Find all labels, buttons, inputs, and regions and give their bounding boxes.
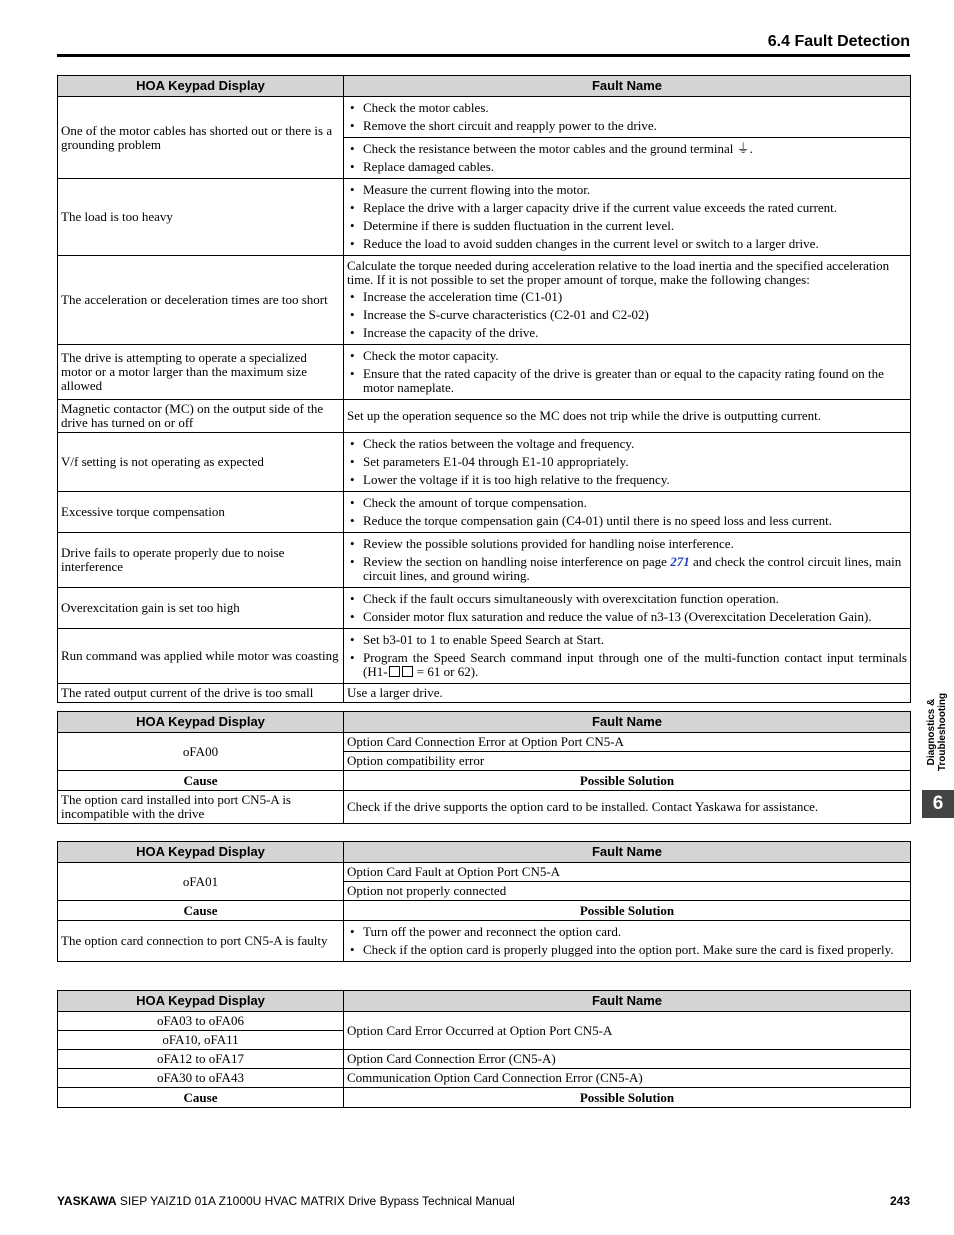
footer-manual-title	[57, 1194, 515, 1208]
fault-table-ofa00	[57, 711, 911, 824]
table-row	[58, 588, 911, 629]
table-row	[58, 179, 911, 256]
solution-header: Possible Solution	[344, 901, 911, 921]
fault-name: Communication Option Card Connection Error (CN5-A)	[344, 1069, 911, 1088]
solution-item: • Check the motor cables.	[363, 99, 907, 117]
table-row	[58, 400, 911, 433]
solution-item	[363, 649, 907, 681]
solution-item-text: Program the Speed Search command input through one of the multi-function contact input terminals (H1-	[363, 650, 907, 679]
solution-item: • Determine if there is sudden fluctuation in the current level.	[363, 217, 907, 235]
col-header-hoa: HOA Keypad Display	[58, 712, 344, 733]
col-header-hoa: HOA Keypad Display	[58, 76, 344, 97]
col-header-fault-name: Fault Name	[344, 712, 911, 733]
fault-code: oFA00	[58, 733, 344, 771]
solution-cell	[344, 345, 911, 400]
fault-table-ofa01	[57, 841, 911, 962]
solution-cell	[344, 97, 911, 179]
cause-cell: The load is too heavy	[58, 179, 344, 256]
fault-code: oFA01	[58, 863, 344, 901]
cause-header: Cause	[58, 771, 344, 791]
fault-name: Option Card Fault at Option Port CN5-A	[344, 863, 911, 882]
solution-intro: Calculate the torque needed during acceleration relative to the load inertia and the specified acceleration time. If it is not possible to set the proper amount of torque, make the following changes:	[347, 258, 890, 287]
solution-item: • Check if the fault occurs simultaneously with overexcitation function operation.	[363, 590, 907, 608]
solution-cell	[344, 179, 911, 256]
col-header-hoa: HOA Keypad Display	[58, 842, 344, 863]
solution-item: • Check the resistance between the motor cables and the ground terminal ⏚.	[363, 140, 907, 158]
col-header-fault-name: Fault Name	[344, 76, 911, 97]
fault-name: Option Card Error Occurred at Option Port CN5-A	[344, 1012, 911, 1050]
table-row	[58, 433, 911, 492]
cause-cell: The option card installed into port CN5-A is incompatible with the drive	[58, 791, 344, 824]
chapter-number-tab: 6	[922, 790, 954, 818]
solution-item: • Turn off the power and reconnect the option card.	[363, 923, 907, 941]
solution-item: • Set b3-01 to 1 to enable Speed Search at Start.	[363, 631, 907, 649]
cause-cell: Overexcitation gain is set too high	[58, 588, 344, 629]
table-row	[58, 533, 911, 588]
solution-item: • Increase the S-curve characteristics (C2-01 and C2-02)	[363, 306, 907, 324]
cause-cell: The option card connection to port CN5-A is faulty	[58, 921, 344, 962]
cause-cell: The drive is attempting to operate a specialized motor or a motor larger than the maximum size allowed	[58, 345, 344, 400]
solution-item: • Check the amount of torque compensation.	[363, 494, 907, 512]
table-row	[58, 684, 911, 703]
solution-item: • Set parameters E1-04 through E1-10 appropriately.	[363, 453, 907, 471]
solution-item: • Replace the drive with a larger capacity drive if the current value exceeds the rated current.	[363, 199, 907, 217]
solution-text: Use a larger drive.	[347, 685, 443, 700]
solution-item: • Consider motor flux saturation and reduce the value of n3-13 (Overexcitation Deceleration Gain).	[363, 608, 907, 626]
solution-item-text: Review the section on handling noise interference on page	[363, 554, 671, 569]
solution-text: Set up the operation sequence so the MC does not trip while the drive is outputting current.	[347, 408, 822, 423]
page-link[interactable]: 271	[670, 554, 690, 569]
solution-cell	[344, 256, 911, 345]
solution-cell	[344, 533, 911, 588]
solution-item: • Lower the voltage if it is too high relative to the frequency.	[363, 471, 907, 489]
fault-name: Option Card Connection Error at Option Port CN5-A	[344, 733, 911, 752]
solution-header: Possible Solution	[344, 771, 911, 791]
fault-code: oFA03 to oFA06	[58, 1012, 344, 1031]
chapter-side-label: Diagnostics & Troubleshooting	[926, 692, 948, 772]
solution-item-text: = 61 or 62).	[413, 664, 479, 679]
solution-item: • Check the motor capacity.	[363, 347, 907, 365]
col-header-hoa: HOA Keypad Display	[58, 991, 344, 1012]
solution-item: • Increase the capacity of the drive.	[363, 324, 907, 342]
table-row	[58, 492, 911, 533]
cause-cell: The acceleration or deceleration times are too short	[58, 256, 344, 345]
solution-item: • Reduce the torque compensation gain (C4-01) until there is no speed loss and less current.	[363, 512, 907, 530]
solution-cell	[344, 433, 911, 492]
cause-cell: Magnetic contactor (MC) on the output side of the drive has turned on or off	[58, 400, 344, 433]
solution-cell	[344, 921, 911, 962]
solution-item: • Check if the option card is properly plugged into the option port. Make sure the card is fixed properly.	[363, 941, 907, 959]
fault-code: oFA10, oFA11	[58, 1031, 344, 1050]
solution-item: • Measure the current flowing into the motor.	[363, 181, 907, 199]
fault-code: oFA12 to oFA17	[58, 1050, 344, 1069]
col-header-fault-name: Fault Name	[344, 842, 911, 863]
cause-cell: The rated output current of the drive is too small	[58, 684, 344, 703]
solution-cell	[344, 684, 911, 703]
fault-code: oFA30 to oFA43	[58, 1069, 344, 1088]
table-row	[58, 256, 911, 345]
page-number: 243	[889, 1194, 910, 1208]
cause-cell: Drive fails to operate properly due to noise interference	[58, 533, 344, 588]
solution-header: Possible Solution	[344, 1088, 911, 1108]
placeholder-box-icon	[389, 666, 400, 677]
solution-item	[363, 553, 907, 585]
col-header-fault-name: Fault Name	[344, 991, 911, 1012]
placeholder-box-icon	[402, 666, 413, 677]
fault-name: Option Card Connection Error (CN5-A)	[344, 1050, 911, 1069]
solution-cell: Check if the drive supports the option card to be installed. Contact Yaskawa for assistance.	[344, 791, 911, 824]
cause-cell: Run command was applied while motor was coasting	[58, 629, 344, 684]
fault-name: Option not properly connected	[344, 882, 911, 901]
fault-table-continued	[57, 75, 911, 703]
section-title: 6.4 Fault Detection	[767, 33, 910, 50]
solution-item: • Review the possible solutions provided for handling noise interference.	[363, 535, 907, 553]
solution-cell	[344, 588, 911, 629]
cause-cell: Excessive torque compensation	[58, 492, 344, 533]
cause-cell: One of the motor cables has shorted out or there is a grounding problem	[58, 97, 344, 179]
solution-cell	[344, 629, 911, 684]
footer-manual: SIEP YAIZ1D 01A Z1000U HVAC MATRIX Drive Bypass Technical Manual	[119, 1194, 515, 1208]
table-row	[58, 97, 911, 179]
solution-item: • Remove the short circuit and reapply power to the drive.	[363, 117, 907, 135]
footer-brand: YASKAWA	[57, 1194, 117, 1208]
solution-item: • Reduce the load to avoid sudden changes in the current level or switch to a larger drive.	[363, 235, 907, 253]
cause-header: Cause	[58, 1088, 344, 1108]
solution-item: • Check the ratios between the voltage and frequency.	[363, 435, 907, 453]
solution-item: • Increase the acceleration time (C1-01)	[363, 288, 907, 306]
fault-table-ofa03-ofa43	[57, 990, 911, 1108]
solution-cell	[344, 492, 911, 533]
table-row	[58, 345, 911, 400]
cause-cell: V/f setting is not operating as expected	[58, 433, 344, 492]
solution-item: • Replace damaged cables.	[363, 158, 907, 176]
solution-cell	[344, 400, 911, 433]
fault-name: Option compatibility error	[344, 752, 911, 771]
table-row	[58, 629, 911, 684]
cause-header: Cause	[58, 901, 344, 921]
solution-item: • Ensure that the rated capacity of the drive is greater than or equal to the capacity rating found on the motor nameplate.	[363, 365, 907, 397]
solution-item-text: and check the control circuit lines, main circuit lines, and ground wiring.	[363, 554, 902, 583]
header-rule	[57, 54, 910, 57]
